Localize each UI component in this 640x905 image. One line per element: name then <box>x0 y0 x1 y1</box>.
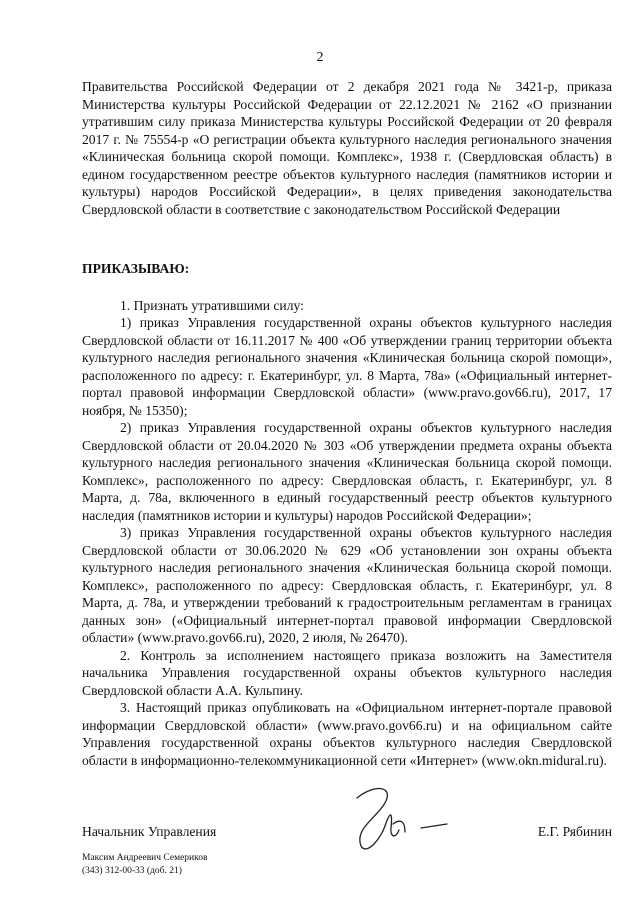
item-1-3: 3) приказ Управления государственной охраны объектов культурного наследия Свердловской области от 30.06.2020 № 629 «Об установлении зон охраны объекта культурного наследия регионального значения «Клиническая больница скорой помощи. Комплекс», расположенного по адресу: Свердловская область, г. Екатеринбург, ул. 8 Марта, д. 78а, и утверждении требований к градостроительным регламентам в границах данных зон» («Официальный интернет-портал правовой информации Свердловской области» (www.pravo.gov66.ru), 2020, 2 июля, № 26470). <box>82 525 612 645</box>
intro-paragraph: Правительства Российской Федерации от 2 декабря 2021 года № 3421-р, приказа Министерства культуры Российской Федерации от 22.12.2021 № 2162 «О признании утратившим силу приказа Министерства культуры Российской Федерации от 20 февраля 2017 г. № 75554-р «О регистрации объекта культурного наследия регионального значения «Клиническая больница скорой помощи. Комплекс», 1938 г. (Свердловская область) в едином государственном реестре объектов культурного наследия (памятников истории и культуры) народов Российской Федерации», в целях приведения законодательства Свердловской области в соответствие с законодательством Российской Федерации <box>82 79 612 217</box>
signer-title: Начальник Управления <box>82 824 217 839</box>
handwritten-signature <box>335 778 465 858</box>
item-1-2: 2) приказ Управления государственной охраны объектов культурного наследия Свердловской области от 20.04.2020 № 303 «Об утверждении предмета охраны объекта культурного наследия регионального значения «Клиническая больница скорой помощи. Комплекс», расположенного по адресу: Свердловская область, г. Екатеринбург, ул. 8 Марта, д. 78а, включенного в единый государственный реестр объектов культурного наследия (памятников истории и культуры) народов Российской Федерации»; <box>82 420 612 523</box>
contact-info <box>82 852 208 878</box>
order-heading: ПРИКАЗЫВАЮ: <box>82 261 190 276</box>
signer-name: Е.Г. Рябинин <box>537 824 612 839</box>
contact-phone: (343) 312-00-33 (доб. 21) <box>82 866 182 876</box>
contact-name: Максим Андреевич Семериков <box>82 853 208 863</box>
signature-block <box>82 824 612 844</box>
item-1-1: 1) приказ Управления государственной охраны объектов культурного наследия Свердловской области от 16.11.2017 № 400 «Об утверждении границ территории объекта культурного наследия регионального значения «Клиническая больница скорой помощи», расположенного по адресу: г. Екатеринбург, ул. 8 Марта, 78а» («Официальный интернет-портал правовой информации Свердловской области» (www.pravo.gov66.ru), 2017, 17 ноября, № 15350); <box>82 315 612 418</box>
item-3: 3. Настоящий приказ опубликовать на «Официальном интернет-портале правовой информации Свердловской области» (www.pravo.gov66.ru) и на официальном сайте Управления государственной охраны объектов культурного наследия Свердловской области в информационно-телекоммуникационной сети «Интернет» (www.okn.midural.ru). <box>82 700 612 768</box>
item-1: 1. Признать утратившими силу: <box>120 297 304 313</box>
item-2: 2. Контроль за исполнением настоящего приказа возложить на Заместителя начальника Управления государственной охраны объектов культурного наследия Свердловской области А.А. Кульпину. <box>82 647 612 698</box>
document-body <box>82 78 612 769</box>
page-number: 2 <box>316 50 324 65</box>
